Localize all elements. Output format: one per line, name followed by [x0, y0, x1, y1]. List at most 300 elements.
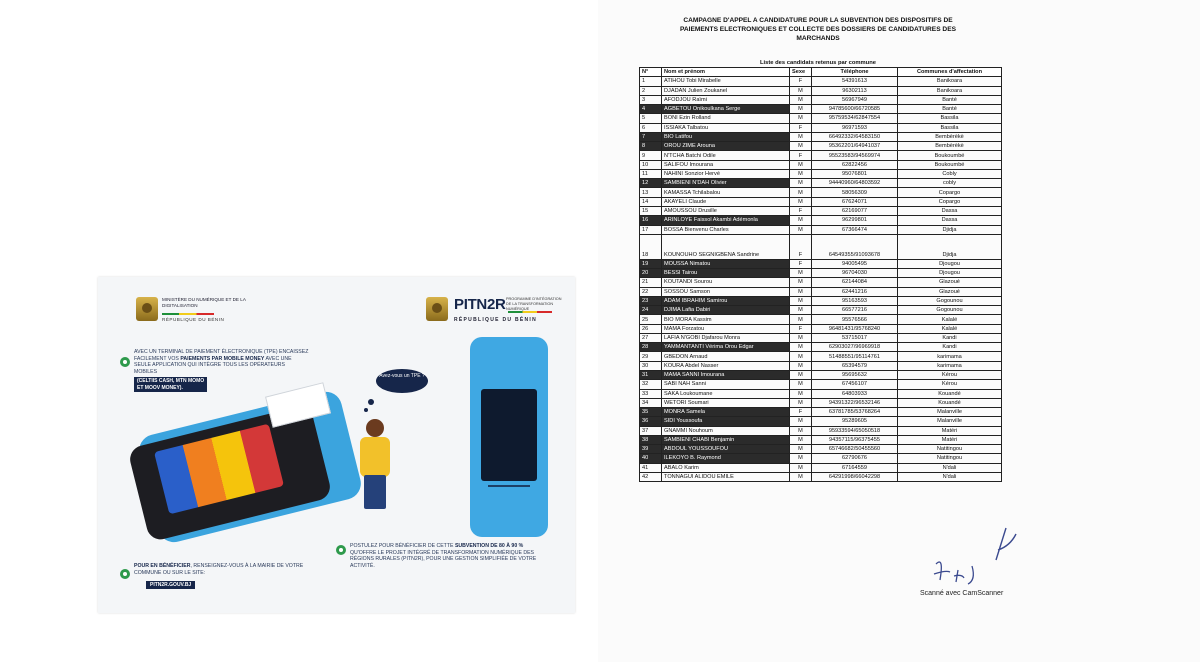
row-commune: Kalalé [898, 315, 1002, 324]
child-body [360, 437, 390, 477]
row-sex: M [790, 95, 812, 104]
row-name: BESSI Tairou [662, 269, 790, 278]
row-name: N'TCHA Batchi Odile [662, 151, 790, 160]
table-row [640, 408, 1002, 417]
header-commune: Communes d'affectation [898, 68, 1002, 77]
row-phone: 94357115/96375455 [812, 435, 898, 444]
row-sex: M [790, 225, 812, 234]
row-phone: 95362201/64941037 [812, 142, 898, 151]
row-sex: F [790, 206, 812, 215]
row-commune: Kandi [898, 343, 1002, 352]
row-number: 30 [640, 361, 662, 370]
row-commune: Banté [898, 105, 1002, 114]
row-phone: 94005495 [812, 259, 898, 268]
cta-text: , RENSEIGNEZ-VOUS À LA MAIRIE DE VOTRE COMMUNE OU SUR LE SITE: [134, 563, 304, 576]
row-number: 11 [640, 169, 662, 178]
table-row [640, 216, 1002, 225]
row-number: 4 [640, 105, 662, 114]
row-sex: F [790, 234, 812, 259]
row-number: 34 [640, 398, 662, 407]
table-caption: Liste des candidats retenus par commune [760, 60, 876, 66]
row-commune: N'dali [898, 463, 1002, 472]
title-line-1: CAMPAGNE D'APPEL A CANDIDATURE POUR LA SUBVENTION DES DISPOSITIFS DE [683, 17, 953, 24]
row-name: AMOUSSOU Drusille [662, 206, 790, 215]
row-name: GBEDON Arnaud [662, 352, 790, 361]
row-commune: Bembèrèkè [898, 142, 1002, 151]
row-name: MAMA SANNI Imourana [662, 370, 790, 379]
row-number: 37 [640, 426, 662, 435]
row-sex: M [790, 417, 812, 426]
row-phone: 51488551/95114761 [812, 352, 898, 361]
row-commune: Bembèrèkè [898, 132, 1002, 141]
row-phone: 63781785/53768264 [812, 408, 898, 417]
row-name: LAFIA N'GOBI Djafarou Monra [662, 333, 790, 342]
row-phone: 62144084 [812, 278, 898, 287]
row-phone: 62903027/96969918 [812, 343, 898, 352]
row-name: BOSSA Bienvenu Charles [662, 225, 790, 234]
row-commune: Banikoara [898, 86, 1002, 95]
pitn-country: RÉPUBLIQUE DU BÉNIN [454, 317, 538, 323]
row-sex: M [790, 398, 812, 407]
row-phone: 62169077 [812, 206, 898, 215]
pitn-coat-of-arms-icon [426, 297, 448, 321]
row-number: 3 [640, 95, 662, 104]
row-name: KOUNOUHO SEGNIGBENA Sandrine [662, 234, 790, 259]
row-sex: M [790, 435, 812, 444]
row-number: 41 [640, 463, 662, 472]
table-row [640, 225, 1002, 234]
row-number: 36 [640, 417, 662, 426]
row-number: 13 [640, 188, 662, 197]
table-row [640, 380, 1002, 389]
row-sex: M [790, 361, 812, 370]
thought-dot [368, 399, 374, 405]
row-phone: 66577216 [812, 306, 898, 315]
row-number: 21 [640, 278, 662, 287]
row-phone: 62822456 [812, 160, 898, 169]
row-name: ARINLOYE Faissol Akambi Adémonla [662, 216, 790, 225]
row-sex: M [790, 380, 812, 389]
row-sex: M [790, 389, 812, 398]
row-sex: M [790, 216, 812, 225]
info-text-bold: PAIEMENTS PAR MOBILE MONEY [180, 355, 265, 362]
row-phone: 67366474 [812, 225, 898, 234]
pitn2r-flyer [98, 277, 575, 613]
header-number: N° [640, 68, 662, 77]
table-row [640, 206, 1002, 215]
table-row [640, 114, 1002, 123]
row-phone: 95289605 [812, 417, 898, 426]
row-commune: Bassila [898, 114, 1002, 123]
row-number: 17 [640, 225, 662, 234]
row-commune: Glazoué [898, 287, 1002, 296]
table-row [640, 361, 1002, 370]
row-phone: 96971593 [812, 123, 898, 132]
row-commune: Banté [898, 95, 1002, 104]
row-number: 12 [640, 179, 662, 188]
table-row [640, 278, 1002, 287]
row-name: ATIHOU Tobi Mirabelle [662, 77, 790, 86]
row-sex: M [790, 86, 812, 95]
row-sex: M [790, 315, 812, 324]
row-sex: M [790, 269, 812, 278]
row-name: KOUTANDI Sourou [662, 278, 790, 287]
table-row [640, 445, 1002, 454]
row-phone: 67456107 [812, 380, 898, 389]
row-number: 5 [640, 114, 662, 123]
row-commune: N'dali [898, 472, 1002, 481]
table-row [640, 426, 1002, 435]
row-sex: M [790, 463, 812, 472]
row-phone: 62790676 [812, 454, 898, 463]
row-phone: 64549355/91093678 [812, 234, 898, 259]
table-row [640, 472, 1002, 481]
row-sex: M [790, 287, 812, 296]
row-phone: 94785600/66720585 [812, 105, 898, 114]
table-row [640, 105, 1002, 114]
row-sex: M [790, 179, 812, 188]
row-name: GNAMMI Nouhoum [662, 426, 790, 435]
row-commune: Malanville [898, 408, 1002, 417]
info-text-2: AVEC UNE SEULE APPLICATION QUI INTÈGRE TOUS LES OPÉRATEURS MOBILES [134, 355, 292, 375]
row-phone: 96481431/95768240 [812, 324, 898, 333]
row-sex: F [790, 77, 812, 86]
row-commune: Kandi [898, 333, 1002, 342]
title-line-3: MARCHANDS [796, 35, 840, 42]
row-commune: Djidja [898, 225, 1002, 234]
bullet-icon [120, 569, 130, 579]
row-sex: M [790, 454, 812, 463]
operators-line-2: ET MOOV MONEY). [137, 384, 183, 391]
row-phone: 95163593 [812, 296, 898, 305]
row-sex: M [790, 105, 812, 114]
row-commune: Copargo [898, 188, 1002, 197]
pitn2r-subtitle: PROGRAMME D'INTÉGRATION DE LA TRANSFORMATION NUMÉRIQUE [506, 297, 562, 311]
row-number: 7 [640, 132, 662, 141]
row-sex: M [790, 197, 812, 206]
row-commune: Boukoumbé [898, 160, 1002, 169]
website-link[interactable]: PITN2R.GOUV.BJ [146, 581, 195, 589]
row-phone: 96302113 [812, 86, 898, 95]
row-commune: Djougou [898, 269, 1002, 278]
table-row [640, 463, 1002, 472]
row-sex: M [790, 306, 812, 315]
child-head [366, 419, 384, 437]
row-commune: Banikoara [898, 77, 1002, 86]
row-name: BONI Ezin Rolland [662, 114, 790, 123]
row-sex: M [790, 160, 812, 169]
table-row [640, 389, 1002, 398]
table-row [640, 188, 1002, 197]
row-phone: 94391322/96532146 [812, 398, 898, 407]
row-name: NAHINI Sonzior Hervé [662, 169, 790, 178]
row-name: SALIFOU Imourana [662, 160, 790, 169]
table-row [640, 160, 1002, 169]
table-row [640, 398, 1002, 407]
header-sex: Sexe [790, 68, 812, 77]
row-name: SAMBIENI N'DAH Olivier [662, 179, 790, 188]
row-commune: Dassa [898, 216, 1002, 225]
row-name: ABALO Karim [662, 463, 790, 472]
row-number: 25 [640, 315, 662, 324]
row-sex: M [790, 445, 812, 454]
table-row [640, 324, 1002, 333]
row-sex: F [790, 259, 812, 268]
row-number: 31 [640, 370, 662, 379]
table-row [640, 306, 1002, 315]
table-row [640, 352, 1002, 361]
row-phone: 56967949 [812, 95, 898, 104]
pitn2r-logo: PITN2R [454, 296, 506, 313]
row-name: MOUSSA Nimatou [662, 259, 790, 268]
row-commune: Bassila [898, 123, 1002, 132]
row-name: ABDOUL YOUSSOUFOU [662, 445, 790, 454]
row-phone: 96299801 [812, 216, 898, 225]
row-name: ILEKOYO B. Raymond [662, 454, 790, 463]
row-commune: Matéri [898, 426, 1002, 435]
row-number: 29 [640, 352, 662, 361]
row-commune: Natitingou [898, 445, 1002, 454]
subsidy-text-2: QU'OFFRE LE PROJET INTÉGRÉ DE TRANSFORMATION NUMÉRIQUE DES RÉGIONS RURALES (PITN2R), POUR UNE GESTION SIMPLIFIÉE DE VOTRE ACTIVITÉ. [350, 549, 537, 569]
cta-paragraph [134, 563, 314, 576]
row-phone: 95759534/62847554 [812, 114, 898, 123]
row-number: 19 [640, 259, 662, 268]
row-commune: Glazoué [898, 278, 1002, 287]
row-commune: Boukoumbé [898, 151, 1002, 160]
row-sex: F [790, 324, 812, 333]
table-row [640, 370, 1002, 379]
row-commune: Kouandé [898, 389, 1002, 398]
table-row [640, 417, 1002, 426]
pos-terminal-keys [488, 485, 530, 501]
table-row [640, 296, 1002, 305]
table-row [640, 86, 1002, 95]
row-phone: 53715017 [812, 333, 898, 342]
row-phone: 54391613 [812, 77, 898, 86]
row-commune: Matéri [898, 435, 1002, 444]
row-sex: M [790, 333, 812, 342]
row-sex: M [790, 188, 812, 197]
row-sex: M [790, 426, 812, 435]
row-phone: 58056309 [812, 188, 898, 197]
document-title [638, 16, 998, 43]
row-sex: M [790, 114, 812, 123]
row-sex: M [790, 370, 812, 379]
row-number: 40 [640, 454, 662, 463]
row-name: AGBETOU Onikoulkana Serge [662, 105, 790, 114]
row-sex: M [790, 352, 812, 361]
table-row [640, 333, 1002, 342]
row-name: KOURA Abdel Nasser [662, 361, 790, 370]
row-name: MONRA Samela [662, 408, 790, 417]
benin-coat-of-arms-icon [136, 297, 158, 321]
row-commune: Dassa [898, 206, 1002, 215]
row-number: 6 [640, 123, 662, 132]
row-commune: Gogounou [898, 306, 1002, 315]
info-paragraph [134, 349, 309, 392]
row-phone: 96704030 [812, 269, 898, 278]
bullet-icon [120, 357, 130, 367]
subsidy-bold: SUBVENTION DE 80 À 90 % [454, 543, 524, 549]
row-phone: 95933594/65050518 [812, 426, 898, 435]
row-number: 16 [640, 216, 662, 225]
table-row [640, 95, 1002, 104]
row-number: 14 [640, 197, 662, 206]
row-phone: 94440960/64803592 [812, 179, 898, 188]
row-phone: 67624071 [812, 197, 898, 206]
row-name: TONNAGUI ALIDOU EMILE [662, 472, 790, 481]
table-row [640, 123, 1002, 132]
row-commune: Malanville [898, 417, 1002, 426]
row-commune: Djidja [898, 234, 1002, 259]
row-sex: F [790, 408, 812, 417]
row-commune: Gogounou [898, 296, 1002, 305]
pos-terminal-upright-screen [481, 389, 537, 481]
table-row [640, 454, 1002, 463]
row-commune: Kérou [898, 380, 1002, 389]
row-phone: 67164559 [812, 463, 898, 472]
camscanner-watermark: Scanné avec CamScanner [920, 590, 1004, 597]
row-name: SAMBIENI CHABI Benjamin [662, 435, 790, 444]
row-name: WETORI Soumari [662, 398, 790, 407]
row-number: 38 [640, 435, 662, 444]
table-row [640, 343, 1002, 352]
header-phone: Téléphone [812, 68, 898, 77]
row-sex: M [790, 296, 812, 305]
row-number: 2 [640, 86, 662, 95]
row-number: 33 [640, 389, 662, 398]
row-number: 10 [640, 160, 662, 169]
row-name: KAMASSA Tchilabalou [662, 188, 790, 197]
ministry-name: MINISTÈRE DU NUMÉRIQUE ET DE LA DIGITALISATION [162, 297, 246, 308]
row-sex: F [790, 123, 812, 132]
row-number: 8 [640, 142, 662, 151]
row-sex: M [790, 132, 812, 141]
row-name: BIO MORA Kassim [662, 315, 790, 324]
row-commune: karimama [898, 361, 1002, 370]
row-name: SIDI Youssoufa [662, 417, 790, 426]
row-name: SOSSOU Samson [662, 287, 790, 296]
row-number: 24 [640, 306, 662, 315]
row-commune: Copargo [898, 197, 1002, 206]
row-sex: M [790, 169, 812, 178]
cta-bold: POUR EN BÉNÉFICIER [134, 563, 191, 569]
table-row [640, 151, 1002, 160]
table-row [640, 315, 1002, 324]
operators-line-1: (CELTIIS CASH, MTN MOMO [137, 378, 205, 385]
row-name: OROU ZIME Arouna [662, 142, 790, 151]
row-commune: Kalalé [898, 324, 1002, 333]
row-number: 28 [640, 343, 662, 352]
table-row [640, 259, 1002, 268]
row-name: DJIMA Lafia Dabiri [662, 306, 790, 315]
row-number: 9 [640, 151, 662, 160]
candidate-list-document [598, 0, 1200, 662]
table-row [640, 169, 1002, 178]
row-commune: cobly [898, 179, 1002, 188]
row-name: AKAYELI Claude [662, 197, 790, 206]
operators-tag [134, 377, 207, 392]
table-row [640, 287, 1002, 296]
row-commune: Djougou [898, 259, 1002, 268]
bullet-icon [336, 545, 346, 555]
row-commune: Kérou [898, 370, 1002, 379]
row-name: MAMA Forzatou [662, 324, 790, 333]
row-sex: M [790, 343, 812, 352]
row-number: 1 [640, 77, 662, 86]
flag-stripe [162, 313, 214, 315]
row-name: DJADAN Julien Zoukanel [662, 86, 790, 95]
row-phone: 62441216 [812, 287, 898, 296]
row-sex: M [790, 472, 812, 481]
row-number: 39 [640, 445, 662, 454]
row-commune: Natitingou [898, 454, 1002, 463]
table-row [640, 77, 1002, 86]
row-sex: F [790, 151, 812, 160]
table-row [640, 142, 1002, 151]
header-name: Nom et prénom [662, 68, 790, 77]
speech-bubble: Avez-vous un TPE ? [376, 369, 428, 393]
table-header-row [640, 68, 1002, 77]
flag-stripe [508, 311, 552, 313]
row-phone: 65746682/50455560 [812, 445, 898, 454]
table-row [640, 435, 1002, 444]
row-number: 15 [640, 206, 662, 215]
table-row [640, 132, 1002, 141]
row-commune: Cobly [898, 169, 1002, 178]
row-number: 18 [640, 234, 662, 259]
row-phone: 95576566 [812, 315, 898, 324]
row-number: 35 [640, 408, 662, 417]
candidates-table [639, 67, 1002, 482]
row-sex: M [790, 142, 812, 151]
signature-icon [906, 520, 1034, 590]
subsidy-paragraph [350, 543, 540, 569]
row-name: SABI NAH Sanni [662, 380, 790, 389]
table-row [640, 179, 1002, 188]
row-name: SAKA Loukoumane [662, 389, 790, 398]
row-name: ADAM IBRAHIM Samirou [662, 296, 790, 305]
row-name: AFODJOU Raïmi [662, 95, 790, 104]
row-phone: 95695632 [812, 370, 898, 379]
table-row [640, 269, 1002, 278]
table-row [640, 234, 1002, 259]
child-legs [364, 475, 386, 509]
ministry-country: RÉPUBLIQUE DU BÉNIN [162, 317, 225, 322]
subsidy-text-1: POSTULEZ POUR BÉNÉFICIER DE CETTE [350, 543, 454, 549]
row-phone: 65394579 [812, 361, 898, 370]
row-phone: 66492332/64583150 [812, 132, 898, 141]
row-name: YAMMANTANTI Vérima Orou Edgar [662, 343, 790, 352]
info-text-1: AVEC UN TERMINAL DE PAIEMENT ÉLECTRONIQUE (TPE) ENCAISSEZ FACILEMENT VOS [134, 349, 309, 362]
thought-dot [364, 408, 368, 412]
row-number: 20 [640, 269, 662, 278]
row-number: 32 [640, 380, 662, 389]
row-name: BIO Latifou [662, 132, 790, 141]
row-sex: M [790, 278, 812, 287]
row-number: 42 [640, 472, 662, 481]
table-body [640, 77, 1002, 482]
row-number: 27 [640, 333, 662, 342]
row-commune: Kouandé [898, 398, 1002, 407]
row-phone: 64803933 [812, 389, 898, 398]
row-phone: 64291998/66042298 [812, 472, 898, 481]
row-name: ISSIAKA Talbatou [662, 123, 790, 132]
row-number: 23 [640, 296, 662, 305]
row-commune: karimama [898, 352, 1002, 361]
row-phone: 95523583/94569974 [812, 151, 898, 160]
table-row [640, 197, 1002, 206]
